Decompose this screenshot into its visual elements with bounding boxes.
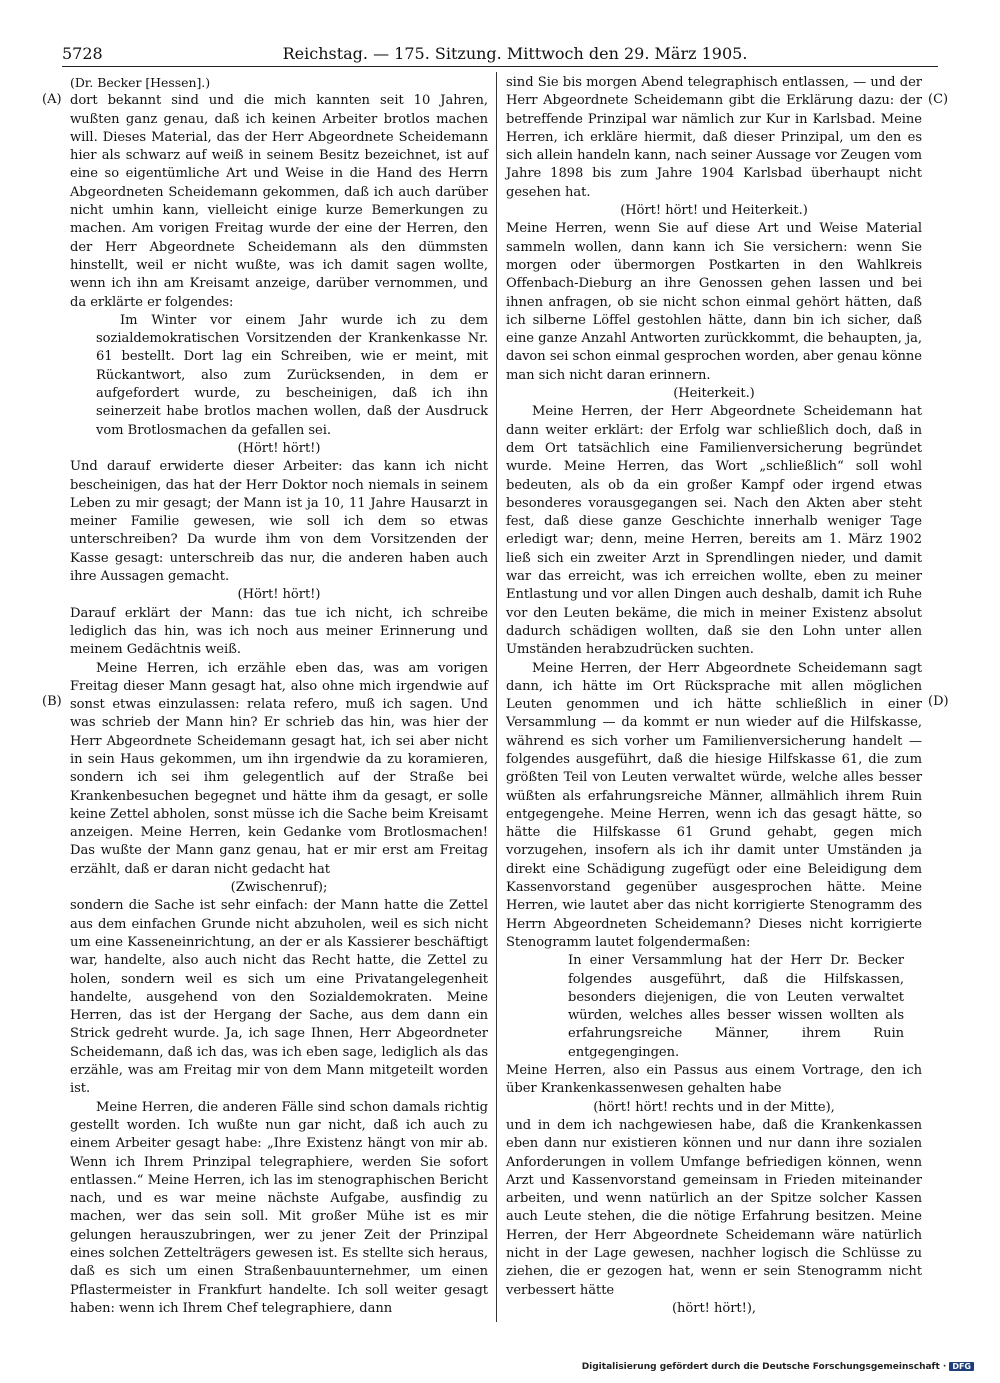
interjection: (Zwischenruf);	[230, 880, 328, 896]
interjection: (Hört! hört! und Heiterkeit.)	[620, 203, 808, 219]
paragraph: In einer Versammlung hat der Herr Dr. Becker folgendes ausgeführt, daß die Hilfskassen, besonders diejenigen, die von Leuten verwaltet würden, welches alles besser wissen wollten als erfahrungsreiche Männer, ihrem Ruin entgegengingen.	[568, 953, 904, 1060]
paragraph: Und darauf erwiderte dieser Arbeiter: das kann ich nicht bescheinigen, das hat der Herr Doktor noch niemals in seinem Leben zu mir gesagt; der Mann ist ja 10, 11 Jahre Hausarzt in meiner Familie gewesen, wie soll ich dem so etwas unterschreiben? Da wurde ihm von dem Vorsitzenden der Kasse gesagt: unterschreib das nur, die anderen haben auch ihre Aussagen gemacht.	[70, 459, 488, 585]
right-column	[506, 74, 922, 1318]
interjection: (Heiterkeit.)	[673, 386, 755, 402]
paragraph: dort bekannt sind und die mich kannten seit 10 Jahren, wußten ganz genau, daß ich keinen Arbeiter brotlos machen will. Dieses Material, das der Herr Abgeordnete Scheidemann hier als schwarz auf weiß in seinem Besitz bezeichnet, ist auf eine so eigentümliche Art und Weise in die Hand des Herrn Abgeordneten Scheidemann gekommen, daß ich auch darüber nicht umhin kann, vielleicht einige kurze Bemerkungen zu machen. Am vorigen Freitag wurde der eine der Herren, den der Herr Abgeordnete Scheidemann als den dümmsten hinstellt, weil er nicht wußte, was ich damit sagen wollte, wenn ich ihn am Kreisamt anzeige, darüber vernommen, und da erklärte er folgendes:	[70, 93, 488, 310]
margin-marker-d: (D)	[928, 694, 949, 709]
interjection: (hört! hört! rechts und in der Mitte),	[593, 1099, 835, 1115]
paragraph: Meine Herren, ich erzähle eben das, was am vorigen Freitag dieser Mann gesagt hat, also ohne mich irgendwie auf sonst etwas einzulassen: relata refero, muß ich sagen. Und was schrieb der Mann hin? Er schrieb das hin, was hier der Herr Abgeordnete Scheidemann gesagt hat, ich sei aber nicht in sein Haus gekommen, um ihn irgendwie da zu koramieren, sondern ich sei ihm gelegentlich auf der Straße bei Krankenbesuchen begegnet und hätte ihm da gesagt, er solle keine Zettel abholen, sonst müsse ich die Sache beim Kreisamt anzeigen. Meine Herren, kein Gedanke vom Brotlosmachen! Das wußte der Mann ganz genau, hat er mir erst am Freitag erzählt, daß er daran nicht gedacht hat	[70, 660, 488, 877]
interjection: (Hört! hört!)	[237, 587, 321, 603]
margin-marker-c: (C)	[928, 92, 949, 107]
paragraph: Im Winter vor einem Jahr wurde ich zu dem sozialdemokratischen Vorsitzenden der Krankenkasse Nr. 61 bestellt. Dort lag ein Schreiben, wie er meint, mit Rückantwort, also zum Zurücksenden, in dem er aufgefordert wurde, zu bescheinigen, daß ich ihn seinerzeit habe brotlos machen wollen, daß der Ausdruck vom Brotlosmachen da gefallen sei.	[96, 312, 488, 438]
paragraph: Meine Herren, der Herr Abgeordnete Scheidemann hat dann weiter erklärt: der Erfolg war schließlich doch, daß in dem Ort tatsächlich eine Familienversicherung begründet wurde. Meine Herren, das Wort „schließlich“ soll wohl bedeuten, als ob da ein großer Kampf oder irgend etwas besonderes vorausgegangen sei. Nach den Akten aber steht fest, daß diese ganze Geschichte innerhalb weniger Tage erledigt war; denn, meine Herren, bereits am 1. März 1902 ließ sich ein zweiter Arzt in Sprendlingen nieder, und damit war das erreicht, was ich erreichen wollte, eben zu meiner Entlastung und vor allen Dingen auch deshalb, damit ich Ruhe vor den Leuten bekäme, die mich in meiner Existenz absolut dadurch schädigen wollten, daß sie den Lohn unter allen Umständen herabzudrücken suchten.	[506, 404, 922, 658]
page-header	[62, 44, 938, 67]
paragraph: Meine Herren, die anderen Fälle sind schon damals richtig gestellt worden. Ich wußte nun gar nicht, daß ich auch zu einem Arbeiter gesagt habe: „Ihre Existenz hängt von mir ab. Wenn ich Ihrem Prinzipal telegraphiere, werden Sie sofort entlassen.“ Meine Herren, ich las im stenographischen Bericht nach, und es war meine nächste Aufgabe, ausfindig zu machen, wer das sein soll. Mit großer Mühe ist es mir gelungen herauszubringen, wer zu jener Zeit der Prinzipal eines solchen Zettelträgers gewesen ist. Es stellte sich heraus, daß es sich um einen Straßenbauunternehmer, um einen Pflastermeister in Frankfurt handelte. Ich soll weiter gesagt haben: wenn ich Ihrem Chef telegraphiere, dann	[70, 1099, 488, 1316]
paragraph: sind Sie bis morgen Abend telegraphisch entlassen, — und der Herr Abgeordnete Scheidemann gibt die Erklärung dazu: der betreffende Prinzipal war nämlich zur Kur in Karlsbad. Meine Herren, ich erkläre hiermit, daß dieser Prinzipal, um den es sich allein handeln kann, nach seiner Aussage vor Zeugen vom Jahre 1898 bis zum Jahre 1904 Karlsbad überhaupt nicht gesehen hat.	[506, 75, 922, 200]
footer-credit	[582, 1362, 974, 1372]
margin-marker-a: (A)	[42, 92, 62, 107]
paragraph: Darauf erklärt der Mann: das tue ich nicht, ich schreibe lediglich das hin, was ich noch aus meiner Erinnerung und meinem Gedächtnis weiß.	[70, 605, 488, 658]
footer-text: Digitalisierung gefördert durch die Deutsche Forschungsgemeinschaft ·	[581, 1362, 947, 1372]
column-divider	[496, 72, 497, 1322]
paragraph: sondern die Sache ist sehr einfach: der Mann hatte die Zettel aus dem einfachen Grunde nicht abzuholen, weil es sich nicht um eine Kasseneinrichtung, an der er als Kassierer beschäftigt war, handelte, also auch nicht das Recht hatte, die Zettel zu holen, sondern weil es sich um eine Privatangelegenheit handelte, ausgehend von den Sozialdemokraten. Meine Herren, das ist der Hergang der Sache, aus dem dann ein Strick gedreht wurde. Ja, ich sage Ihnen, Herr Abgeordneter Scheidemann, daß ich das, was ich eben sage, lediglich als das erzähle, was am Freitag mir von dem Mann mitgeteilt worden ist.	[70, 898, 488, 1097]
paragraph: und in dem ich nachgewiesen habe, daß die Krankenkassen eben dann nur existieren können und nur dann ihre sozialen Anforderungen in vollem Umfange befriedigen können, wenn Arzt und Kassenvorstand gemeinsam in Frieden miteinander arbeiten, und wenn natürlich an der Spitze solcher Kassen auch Leute stehen, die die nötige Erfahrung besitzen. Meine Herren, der Herr Abgeordnete Scheidemann wäre natürlich nicht in der Lage gewesen, nachher logisch die Schlüsse zu ziehen, die er gezogen hat, wenn er sein Stenogramm nicht verbessert hätte	[506, 1117, 922, 1298]
speaker-label: (Dr. Becker [Hessen].)	[70, 75, 211, 90]
margin-marker-b: (B)	[42, 694, 62, 709]
paragraph: Meine Herren, wenn Sie auf diese Art und Weise Material sammeln wollen, dann kann ich Sie versichern: wenn Sie morgen oder übermorgen Postkarten in den Wahlkreis Offenbach-Dieburg an ihre Genossen gehen lassen und bei ihnen anfragen, ob sie nicht schon einmal gehört hätten, daß ich silberne Löffel gestohlen hätte, dann bin ich sicher, daß eine ganze Anzahl Antworten zurückkommt, die behaupten, ja, davon sei schon einmal gesprochen worden, aber genau könne man sich nicht daran erinnern.	[506, 221, 922, 383]
paragraph: Meine Herren, also ein Passus aus einem Vortrage, den ich über Krankenkassenwesen gehalten habe	[506, 1063, 922, 1097]
page-number: 5728	[62, 44, 103, 63]
paragraph: Meine Herren, der Herr Abgeordnete Scheidemann sagt dann, ich hätte im Ort Rücksprache mit allen möglichen Leuten genommen und ich hätte schließlich in einer Versammlung — da kommt er nun wieder auf die Hilfskasse, während es sich vorher um Familienversicherung handelt — folgendes ausgeführt, daß die hiesige Hilfskasse 61, die zum größten Teil von Leuten verwaltet würde, welche alles besser wüßten als erfahrungsreiche Männer, allmählich ihrem Ruin entgegengehe. Meine Herren, wenn ich das gesagt hätte, so hätte die Hilfskasse 61 Grund gehabt, gegen mich vorzugehen, insofern als ich ihr damit unter Umständen ja direkt eine Schädigung zugefügt oder eine Beleidigung dem Kassenvorstand gegenüber ausgesprochen hätte. Meine Herren, wie lautet aber das nicht korrigierte Stenogramm des Herrn Abgeordneten Scheidemann? Dieses nicht korrigierte Stenogramm lautet folgendermaßen:	[506, 660, 922, 950]
page-running-title: Reichstag. — 175. Sitzung. Mittwoch den 29. März 1905.	[282, 44, 748, 63]
left-column	[70, 74, 488, 1318]
interjection: (hört! hört!),	[671, 1300, 757, 1316]
dfg-logo: DFG	[949, 1362, 974, 1371]
interjection: (Hört! hört!)	[237, 440, 321, 456]
